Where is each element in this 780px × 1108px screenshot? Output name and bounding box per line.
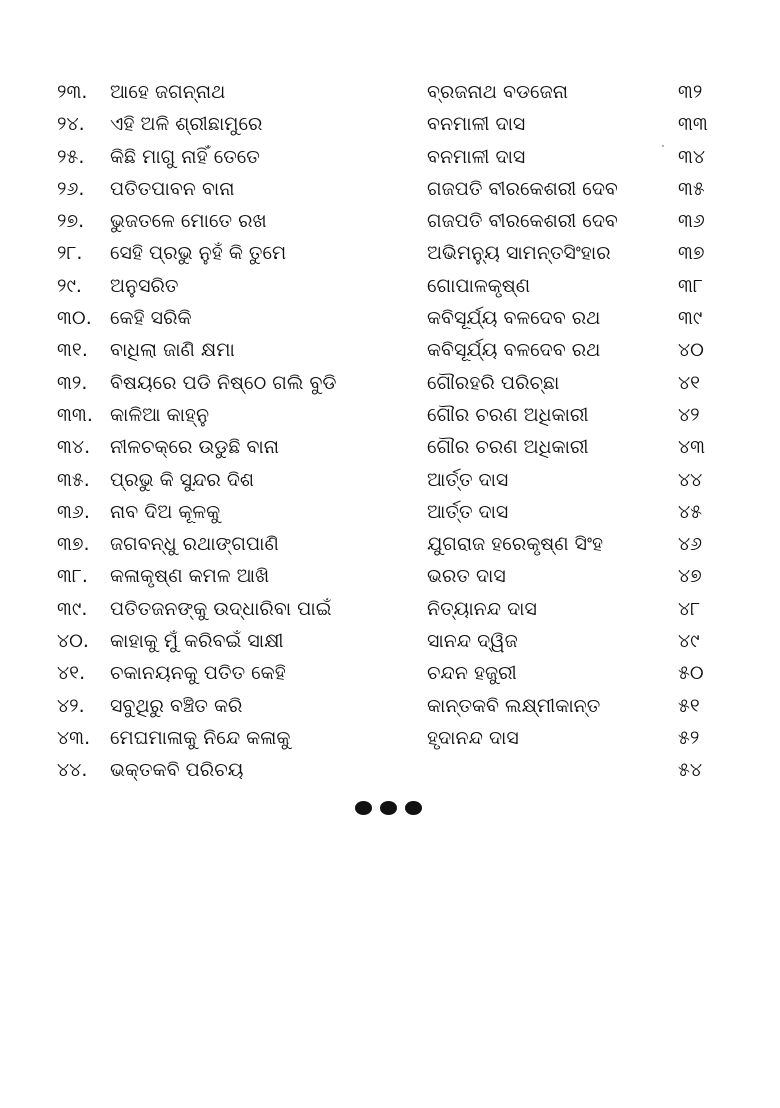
entry-page: ୫୦: [678, 662, 704, 685]
entry-title: ବିଷୟରେ ପଡି ନିଷ୍ଠେ ଗଲି ବୁଡି: [110, 371, 337, 394]
toc-entry: [0, 593, 780, 625]
entry-number: ୨୭.: [57, 210, 85, 233]
entry-page: ୪୯: [678, 630, 700, 653]
toc-entry: [0, 205, 780, 237]
entry-page: ୪୦: [678, 339, 704, 362]
entry-number: ୩୪.: [57, 436, 91, 459]
entry-page: ୪୪: [678, 468, 703, 491]
entry-author: ଯୁଗରାଜ ହରେକୃଷ୍ଣ ସିଂହ: [427, 533, 604, 556]
entry-number: ୩୨.: [57, 371, 88, 394]
toc-entry: [0, 431, 780, 463]
entry-page: ୩୩: [678, 113, 708, 136]
end-ornament: [355, 801, 422, 815]
entry-number: ୩୬.: [57, 500, 90, 523]
entry-page: ୪୫: [678, 500, 703, 523]
entry-page: ୪୨: [678, 403, 700, 426]
entry-author: ହୃଦାନନ୍ଦ ଦାସ: [427, 726, 519, 749]
entry-page: ୪୩: [678, 436, 706, 459]
entry-author: ଆର୍ତ୍ତ ଦାସ: [427, 468, 509, 491]
entry-number: ୪୩.: [57, 726, 91, 749]
toc-entry: [0, 302, 780, 334]
entry-title: ଆହେ ଜଗନ୍ନାଥ: [110, 81, 226, 103]
toc-entry: [0, 270, 780, 302]
entry-page: ୪୧: [678, 371, 701, 394]
entry-page: ୩୫: [678, 177, 705, 200]
entry-title: ସେହି ପ୍ରଭୁ ନୁହଁ କି ତୁମେ: [110, 242, 287, 265]
entry-number: ୩୧.: [57, 339, 88, 362]
entry-number: ୩୩.: [57, 403, 93, 426]
entry-author: ଗୌର ଚରଣ ଅଧିକାରୀ: [427, 436, 589, 459]
entry-title: ସବୁଥିରୁ ବଞ୍ଚିତ କରି: [110, 694, 243, 717]
entry-author: ବନମାଳୀ ଦାସ: [427, 113, 526, 136]
bullet-dot-icon: [405, 801, 422, 815]
toc-entry: [0, 334, 780, 366]
entry-title: ମେଘମାଳାକୁ ନିନ୍ଦେ କଳାକୁ: [110, 726, 291, 749]
entry-page: ୪୬: [678, 533, 703, 556]
entry-author: ବନମାଳୀ ଦାସ: [427, 145, 526, 168]
entry-title: କିଛି ମାଗୁ ନାହିଁ ତେତେ: [110, 145, 260, 168]
toc-entry: [0, 722, 780, 754]
entry-page: ୪୭: [678, 565, 702, 588]
entry-author: ଅଭିମନ୍ୟୁ ସାମନ୍ତସିଂହାର: [427, 242, 611, 265]
entry-page: ୩୭: [678, 242, 705, 265]
entry-title: କେହି ସରିକି: [110, 307, 192, 330]
entry-title: କାହାକୁ ମୁଁ କରିବଇଁ ସାକ୍ଷୀ: [110, 630, 284, 653]
entry-title: ଭକ୍ତକବି ପରିଚୟ: [110, 759, 244, 782]
entry-author: ଚନ୍ଦନ ହଜୁରୀ: [427, 662, 517, 685]
entry-title: ପତିତପାବନ ବାନା: [110, 177, 235, 200]
entry-author: କାନ୍ତକବି ଲକ୍ଷ୍ମୀକାନ୍ତ: [427, 694, 601, 717]
entry-title: ଅନୁସରିତ: [110, 274, 179, 297]
entry-page: ୪୮: [678, 597, 701, 620]
toc-entry: [0, 108, 780, 140]
bullet-dot-icon: [355, 801, 372, 815]
entry-number: ୨୬.: [57, 177, 85, 200]
entry-title: ପ୍ରଭୁ କି ସୁନ୍ଦର ଦିଶ: [110, 468, 255, 491]
entry-author: ଗଜପତି ବୀରକେଶରୀ ଦେବ: [427, 210, 618, 233]
entry-title: ଭୁଜତଳେ ମୋତେ ରଖ: [110, 210, 267, 233]
entry-author: ଆର୍ତ୍ତ ଦାସ: [427, 500, 509, 523]
toc-entry: [0, 528, 780, 560]
entry-author: କବିସୂର୍ଯ୍ୟ ବଳଦେବ ରଥ: [427, 307, 601, 330]
entry-page: ୩୮: [678, 274, 703, 297]
entry-number: ୨୮.: [57, 242, 83, 265]
entry-title: ନୀଳଚକ୍ରେ ଉଡୁଛି ବାନା: [110, 436, 280, 459]
entry-number: ୨୪.: [57, 113, 85, 136]
entry-title: ନାବ ଦିଅ କୂଳକୁ: [110, 500, 221, 523]
toc-entry: [0, 173, 780, 205]
entry-author: ଗୌର ଚରଣ ଅଧିକାରୀ: [427, 403, 589, 426]
entry-title: ଚକାନୟନକୁ ପତିତ କେହି: [110, 662, 286, 685]
entry-page: ୫୧: [678, 694, 700, 717]
table-of-contents: [0, 76, 780, 787]
entry-title: କାଳିଆ କାହ୍ନୁ: [110, 403, 210, 426]
entry-number: ୩୦.: [57, 307, 92, 330]
toc-entry: [0, 690, 780, 722]
toc-entry: [0, 399, 780, 431]
entry-title: ଏହି ଅଳି ଶ୍ରୀଛାମୁରେ: [110, 113, 263, 136]
entry-page: ୩୨: [678, 81, 703, 103]
entry-page: ୫୪: [678, 759, 703, 782]
entry-page: ୩୯: [678, 307, 703, 330]
toc-entry: [0, 754, 780, 786]
toc-entry: [0, 496, 780, 528]
entry-number: ୩୯.: [57, 597, 88, 620]
bullet-dot-icon: [380, 801, 397, 815]
entry-title: ଜଗବନ୍ଧୁ ରଥାଙ୍ଗପାଣି: [110, 533, 279, 556]
toc-entry: [0, 657, 780, 689]
entry-number: ୨୫.: [57, 145, 85, 168]
toc-entry: [0, 625, 780, 657]
toc-entry: [0, 237, 780, 269]
entry-author: କବିସୂର୍ଯ୍ୟ ବଳଦେବ ରଥ: [427, 339, 601, 362]
entry-number: ୨୯.: [57, 274, 82, 297]
entry-page: ୫୨: [678, 726, 700, 749]
entry-number: ୪୪.: [57, 759, 88, 782]
entry-title: କଳାକୃଷ୍ଣ କମଳ ଆଖି: [110, 565, 270, 588]
entry-number: ୩୫.: [57, 468, 90, 491]
entry-author: ଭରତ ଦାସ: [427, 565, 506, 588]
entry-number: ୨୩.: [57, 81, 88, 103]
entry-author: ସାନନ୍ଦ ଦ୍ୱିଜ: [427, 630, 518, 653]
entry-page: ୩୪: [678, 145, 706, 168]
entry-page: ୩୬: [678, 210, 705, 233]
entry-number: ୪୦.: [57, 630, 89, 653]
entry-number: ୩୭.: [57, 533, 90, 556]
toc-entry: [0, 560, 780, 592]
toc-entry: [0, 367, 780, 399]
entry-author: ଗୋପାଳକୃଷ୍ଣ: [427, 274, 531, 297]
entry-title: ପତିତଜନଙ୍କୁ ଉଦ୍ଧାରିବା ପାଇଁ: [110, 597, 332, 620]
entry-author: ବ୍ରଜନାଥ ବଡଜେନା: [427, 81, 568, 103]
scan-speck: [662, 145, 664, 147]
entry-number: ୪୨.: [57, 694, 85, 717]
entry-title: ବାଧିଲା ଜାଣି କ୍ଷମା: [110, 339, 235, 362]
entry-author: ଗୌରହରି ପରିଚ୍ଛା: [427, 371, 560, 394]
entry-author: ଗଜପତି ବୀରକେଶରୀ ଦେବ: [427, 177, 618, 200]
entry-author: ନିତ୍ୟାନନ୍ଦ ଦାସ: [427, 597, 537, 620]
toc-entry: [0, 464, 780, 496]
entry-number: ୪୧.: [57, 662, 86, 685]
toc-entry: [0, 76, 780, 108]
entry-number: ୩୮.: [57, 565, 88, 588]
